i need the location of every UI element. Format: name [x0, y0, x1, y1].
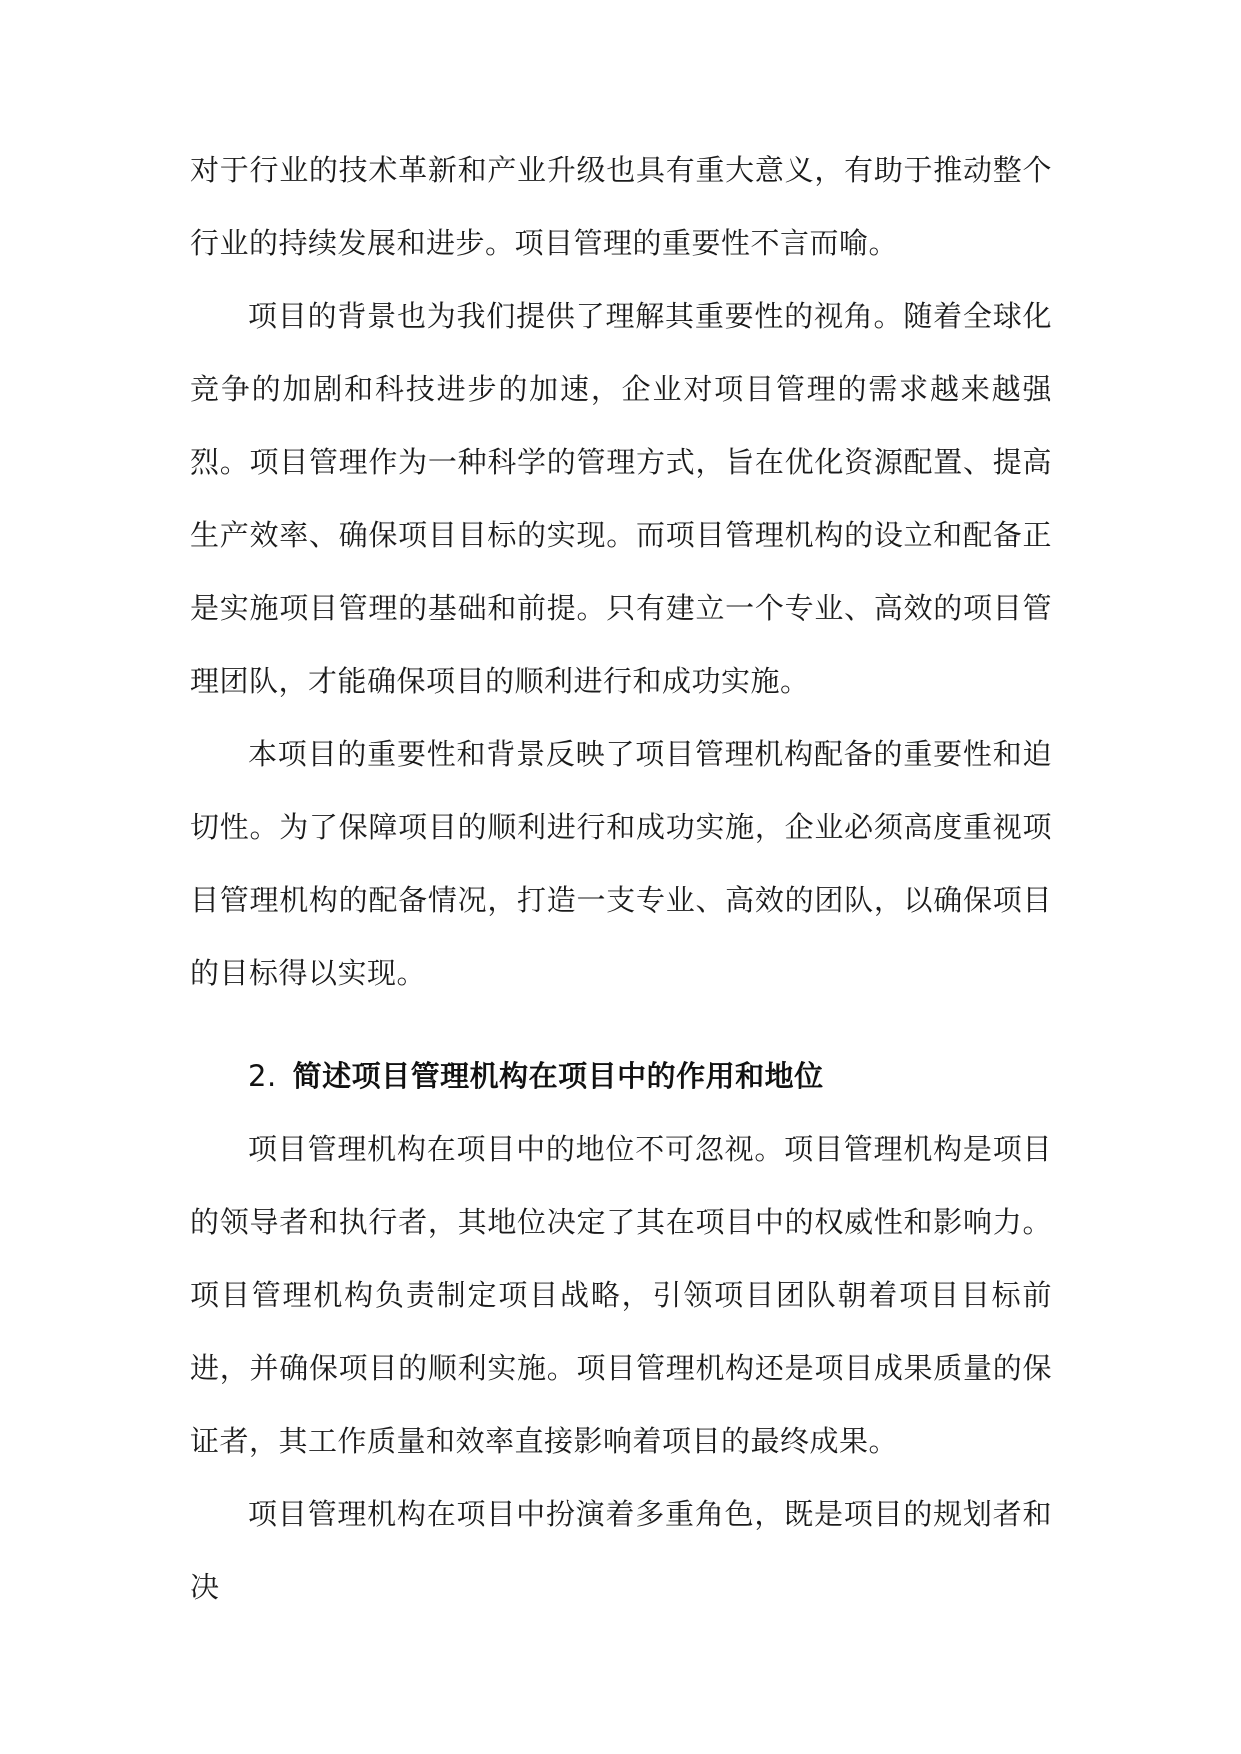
paragraph-status: 项目管理机构在项目中的地位不可忽视。项目管理机构是项目的领导者和执行者，其地位决定了其在项目中的权威性和影响力。项目管理机构负责制定项目战略，引领项目团队朝着项目目标前进，并确保项目的顺利实施。项目管理机构还是项目成果质量的保证者，其工作质量和效率直接影响着项目的最终成果。 — [190, 1132, 1052, 1458]
paragraph-continuation: 对于行业的技术革新和产业升级也具有重大意义，有助于推动整个行业的持续发展和进步。项目管理的重要性不言而喻。 — [190, 153, 1052, 260]
paragraph-background: 项目的背景也为我们提供了理解其重要性的视角。随着全球化竞争的加剧和科技进步的加速，企业对项目管理的需求越来越强烈。项目管理作为一种科学的管理方式，旨在优化资源配置、提高生产效率、确保项目目标的实现。而项目管理机构的设立和配备正是实施项目管理的基础和前提。只有建立一个专业、高效的项目管理团队，才能确保项目的顺利进行和成功实施。 — [190, 299, 1052, 698]
section-title: 简述项目管理机构在项目中的作用和地位 — [292, 1059, 824, 1093]
paragraph-roles: 项目管理机构在项目中扮演着多重角色，既是项目的规划者和决 — [190, 1497, 1052, 1604]
document-body — [190, 134, 1052, 1624]
paragraph-importance: 本项目的重要性和背景反映了项目管理机构配备的重要性和迫切性。为了保障项目的顺利进行和成功实施，企业必须高度重视项目管理机构的配备情况，打造一支专业、高效的团队，以确保项目的目标得以实现。 — [190, 737, 1052, 990]
section-number: 2. — [248, 1059, 277, 1093]
section-heading — [190, 1040, 1052, 1113]
